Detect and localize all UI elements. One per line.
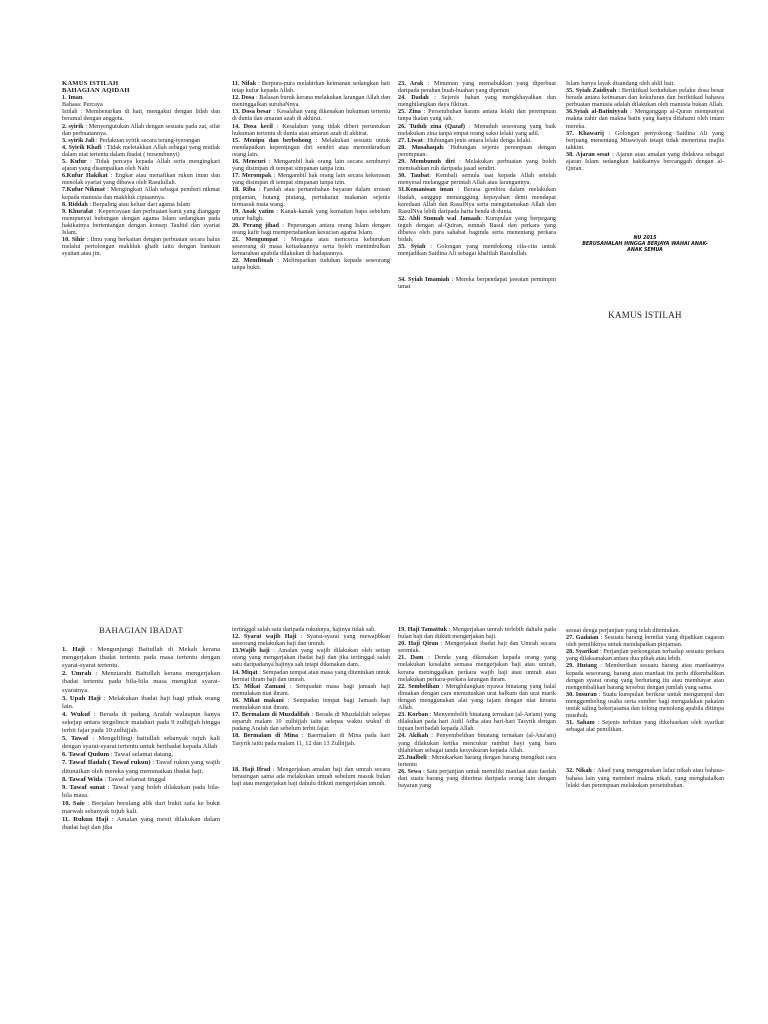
entry-term: 10. Saie — [62, 799, 85, 807]
entry-definition: : Hubungan jenis antara lelaki denga lelaki. — [422, 136, 532, 144]
glossary-entry — [232, 766, 390, 787]
entry-term: 6.Kufur Hakikat — [62, 172, 108, 180]
section-title-aqidah: BAHAGIAN AQIDAH — [62, 87, 130, 95]
entry-term: 4. Wukuf — [62, 710, 91, 718]
entry-definition: : Melakukan perbuatan yang boleh memisahkan ruh daripada jasad sendiri. — [398, 158, 556, 173]
glossary-entry — [566, 634, 724, 648]
entry-term: 14. Dosa kecil — [232, 122, 273, 130]
glossary-entry — [232, 697, 390, 711]
ibadat-column-2 — [232, 626, 390, 787]
continued-text: tertinggal salah satu daripada rukunnya, hajinya tidak sah. — [232, 626, 376, 633]
entry-term: 12. Dosa — [232, 94, 255, 102]
entry-definition: : Tidak meletakkan Allah sebagai yang mutlak dalam niat tertentu dalam ibadat ( tersembunyi) — [62, 143, 220, 158]
entry-definition: : Berpaling atau keluar dari agama Islam — [87, 200, 191, 208]
entry-term: 14. Miqat — [232, 668, 258, 676]
glossary-entry — [398, 108, 556, 122]
entry-definition: : Balasan buruk kerana melakukan larangan Allah dan meninggalkan suruhaNnya. — [232, 94, 390, 109]
glossary-list — [398, 80, 556, 257]
glossary-entry — [62, 144, 220, 158]
glossary-entry — [566, 151, 724, 172]
glossary-entry — [62, 201, 220, 208]
entry-definition: : Amalan yang mesti dilakukan dalam ibadat haji dan jika — [62, 816, 220, 832]
glossary-list — [232, 633, 390, 747]
entry-definition: : Kumpulan yang berpegang teguh dengan al-Quiran, sunnah Rasul dan perkara yang dibawa oleh para sahabat baginda serta menentang perkara bidah. — [398, 214, 557, 244]
glossary-entry — [232, 257, 390, 271]
glossary-entry — [62, 236, 220, 257]
entry-term: 28. Syarikat — [566, 648, 599, 656]
entry-term: 21. Mengumpat — [232, 236, 278, 244]
glossary-entry — [398, 768, 556, 789]
entry-definition: : Kesalahan yang dikenakan hukuman tertentu di dunia dan amaran azab di akhirat. — [232, 108, 391, 123]
section-title-ibadat: BAHAGIAN IBADAT — [99, 625, 183, 635]
entry-definition: : Melimparkan tuduhan kepada seseorang tanpa bukti. — [232, 257, 390, 272]
entry-term: 9. Khurafat — [62, 207, 94, 215]
entry-definition: : Baermalam di Mina pada hari Tasyrik iaitu pada malam 11, 12 dan 13 Zulhijjah. — [232, 732, 390, 747]
entry-definition: : Kanak-kanak yang kematian bapa sebelum umur baligh. — [232, 207, 390, 222]
entry-term: 29. Membunuh diri — [398, 158, 455, 166]
entry-term: 15. Menipu dan berbohong — [232, 136, 312, 144]
entry-definition: : Sempadan masa bagi jamaah haji memulakan niat ihram. — [232, 682, 390, 697]
entry-term: 16. Mencuri — [232, 158, 266, 166]
glossary-entry — [398, 640, 556, 654]
entry-definition: : Kembali semula taat kepada Allah setelah menyesal melanggar perintah Allah atau larangannya. — [398, 172, 556, 187]
entry-definition: : Mengingkari Allah sebagai pemberi nikmat kepada manusia dan makhluk ciptaannya. — [62, 186, 220, 201]
continued-text: Islam hanya layak disandang oleh ahlil bait. — [566, 80, 675, 87]
entry-term: 6. Tawaf Qudum — [62, 751, 110, 759]
entry-term: 20. Perang jihad — [232, 221, 279, 229]
entry-term: 24. Dadah — [398, 94, 429, 102]
entry-term: 1. Iman — [62, 94, 83, 102]
entry-definition: : Golongan yang mendokong cita-cita untuk menjadikan Saidina Ali sebagai khalifah Rasulullah. — [398, 243, 556, 258]
glossary-entry — [566, 648, 724, 662]
glossary-entry — [232, 158, 390, 172]
entry-definition: : Ilmu yang berkaitan dengan perbuatan secara halus melalui pertolongan makhluk ghaib iaitu dengan bantuan syaitan atau jin. — [62, 236, 220, 258]
entry-definition: : Golongan penyokong Saidina Ali yang berjuang menentang Muawiyah tetapi tidak menerima majlis tahkim. — [566, 129, 725, 151]
entry-definition: : Sejenis terbitan yang dikeluarkan oleh syarikat sebagai alat pemilikan. — [566, 719, 724, 734]
glossary-entry — [232, 633, 390, 647]
entry-definition: : Perlakuan syirik secara terang-tyerangan — [94, 136, 201, 144]
glossary-entry — [398, 158, 556, 172]
entry-term: 2. Umrah — [62, 670, 92, 678]
handwritten-stamp — [566, 236, 724, 254]
entry-definition: : Sempadan tempat atau masa yang ditentukan untuk berniat ihram haji dan umrah. — [232, 668, 391, 683]
entry-term: 16. Mikat makani — [232, 696, 284, 704]
entry-definition: : Minuman yang memabukkan yang diperbuat daripada perahan buah-buahan yang diperam — [398, 80, 556, 95]
entry-term: 7.Kufur Nikmat — [62, 186, 105, 194]
glossary-entry — [62, 800, 220, 816]
entry-term: 21. Dam — [398, 654, 424, 662]
entry-definition: : Ajaran atau amalan yang didakwa sebagai ajaran Islam sedangkan hakikatnya bercanggah dengan al-Quran . — [566, 150, 724, 173]
glossary-entry — [62, 670, 220, 694]
glossary-entry — [62, 695, 220, 711]
entry-definition: : Menghilangkan nyawa binatang yang halal dimakan dengan cara memutuskan urat halkum dan urat marik dengan menggunakan alat yang tajam dengan niat kerana Allah. — [398, 682, 557, 712]
entry-term: 1. Haji — [62, 646, 85, 654]
entry-term: 32. Ahli Sunnah wal Jamaah — [398, 214, 481, 222]
ibadat-column-4 — [566, 627, 724, 789]
aqidah-column-2 — [232, 80, 390, 272]
entry-term: 12. Syarat wajib Haji — [232, 633, 297, 641]
entry-definition: : Tidak percaya kepada Allah serta mengingkari ajaran yang disampaikan oleh Nabi — [62, 158, 220, 173]
glossary-entry — [62, 751, 220, 759]
entry-definition: : Mengerjakan amalan haji dan umrah secara berasingan sama ada melakukan umrah sebelum masuk bulan haji atau mengerjakan haji dahulu diikuti mengerjakan umrah. — [232, 765, 390, 787]
aqidah-column-4 — [566, 80, 724, 319]
entry-term: 25. Zina — [398, 108, 421, 116]
entry-definition: : Faedah atau pertambahan bayaran dalam urusan pinjaman, hutang piutang, pertukaran makanan sejenis termasuk mata wang. — [232, 186, 390, 208]
entry-term: 2. syirik — [62, 122, 84, 130]
entry-term: 4. Syirik Khafi — [62, 143, 102, 151]
glossary-list — [398, 626, 556, 789]
entry-term: 8. Tawaf Wida — [62, 775, 103, 783]
glossary-entry — [398, 144, 556, 158]
entry-term: 3. syirik Jali — [62, 136, 95, 144]
entry-definition: : Denda yang dikenakan kepada orang yang melakukan kesalahn semasa mengerjakan haji atau umrah, kerana meninggalkan perkara wajib haji atau umrah atau melakukan perkara-perkara larangan ihram. — [398, 654, 556, 683]
glossary-entry — [62, 711, 220, 735]
entry-term: 32. Nikah — [566, 767, 592, 775]
entry-definition: : Berasa gembira dalam melakukan ibadah, sanggup menanggung kepayahan demi mendapat keredaan Allah dan RasulNya serta mengutamakan Allah dan RasulNya lebih daripada harta benda di dunia. — [398, 186, 557, 215]
glossary-list — [232, 80, 390, 272]
entry-term: 30. Insuran — [566, 690, 597, 698]
entry-term: 37. Khawarij — [566, 129, 604, 137]
entry-definition: : Mengerjakan ibadat haji dan Umrah secara serentak. — [398, 640, 557, 655]
glossary-entry — [398, 137, 556, 144]
glossary-list — [62, 646, 220, 832]
glossary-entry — [566, 767, 724, 788]
glossary-entry — [566, 108, 724, 129]
entry-term: 20. Haji Qiran — [398, 640, 439, 648]
ibadat-glossary-panel — [0, 512, 768, 1024]
glossary-entry — [232, 137, 390, 158]
entry-definition: : Sesuatu barang bernilai yang dijadikan cagaran oleh pemiliknya untuk mendapatkan pinjaman. — [566, 634, 724, 649]
entry-term: 7. Tawaf Ifadah ( Tawaf rukun) — [62, 759, 151, 767]
entry-term: 22. Memfitnah — [232, 257, 274, 265]
entry-term: 11. Rukun Haji — [62, 816, 109, 824]
entry-definition: : Mengambil hak orang lain secara sembunyi yang disimpan di tempat simpanan tanpa izin. — [232, 158, 390, 173]
glossary-entry — [62, 776, 220, 784]
entry-term: 19. Anak yatim — [232, 207, 274, 215]
entry-definition: : Berada di Muzdalifah selepas separuh malam 10 zulhijjah iaitu selepas waktu wukuf di padang Arafah dan sebelum terbit fajar. — [232, 711, 390, 733]
ibadat-column-3 — [398, 626, 556, 789]
glossary-entry — [62, 186, 220, 200]
glossary-entry — [62, 158, 220, 172]
continued-text: sesuai denga perjanjian yang telah ditentukan. — [566, 627, 681, 634]
entry-term: 38. Ajaran sesat — [566, 150, 610, 158]
entry-definition: : Syarat-syarat yang mewajibkan seseorang melakukan haji dan umrah. — [232, 633, 390, 648]
entry-definition: : Menuduh seseorang yang baik melakukan zina tanpa empat orang saksi lelaki yang adil. — [398, 122, 557, 137]
entry-term: 17. Bermalam di Muzdalifah — [232, 711, 310, 719]
glossary-entry — [566, 87, 724, 108]
glossary-entry — [232, 186, 390, 207]
entry-term: 28. Musahaqah — [398, 143, 443, 151]
entry-definition: : Menziarahi Baitullah kerana mengerjakan ibadat tertentu pada bila-bila masa mengikut syarat-syaratnya. — [62, 670, 221, 694]
glossary-entry — [62, 735, 220, 751]
entry-definition: : Penyembelihan binatang ternakan (al-Ana'am) yang dilakukan ketika mencukur rambut bayi yang baru dilahirkan sebagai tanda kesyukuran kepada Allah. — [398, 732, 556, 754]
entry-term: 9. Tawaf sunat — [62, 783, 105, 791]
glossary-entry — [62, 816, 220, 832]
glossary-entry — [232, 108, 390, 122]
glossary-entry — [398, 626, 556, 640]
entry-definition: : Sempadan tempat bagi Jamaah haji memulakan niat ihram. — [232, 696, 390, 712]
entry-term: 26. Tuduh zina (Qazaf) — [398, 122, 465, 130]
entry-definition: : Menukarkan barang dengan barang mengikut cara tertentu — [398, 753, 556, 768]
aqidah-column-3 — [398, 80, 556, 291]
entry-term: 13.Wajib haji — [232, 647, 270, 655]
entry-definition: : Hubungan sejenis perempuan dengan perempuan. — [398, 143, 556, 158]
entry-definition: : Mengambil hak orang lain secara kekerasan yang disimpan di tempat simpanan tanpa izin. — [232, 172, 391, 187]
glossary-entry — [232, 236, 390, 257]
entry-term: 15. Mikat Zamani — [232, 682, 286, 690]
glossary-entry — [398, 276, 556, 290]
entry-definition: : Satu perjanjian untuk memiliki manfaat atau faedah dari suatu barang yang diterima daripada orang lain dengan bayaran yang — [398, 767, 556, 790]
entry-term: 17. Merompak — [232, 172, 272, 180]
glossary-entry — [398, 80, 556, 94]
entry-term: 19. Haji Tamattuk — [398, 626, 448, 633]
entry-definition: . Bahasa: Percaya Istilah : Membenarkan di hati, mengakui dengan lidah dan beramal dengan anggota. — [62, 94, 220, 123]
glossary-entry — [232, 711, 390, 732]
glossary-entry — [62, 123, 220, 137]
glossary-entry — [398, 683, 556, 711]
entry-term: 5. Tawaf — [62, 735, 89, 743]
entry-term: 18. Bermalam di Mina — [232, 732, 299, 740]
entry-term: 13. Dosa besar — [232, 108, 272, 116]
entry-definition: : Melakukan ibadat haji bagi pihak orang lain. — [62, 694, 221, 710]
ibadat-column-1 — [62, 627, 220, 832]
entry-definition: : Kesalahan yang tidak diberi peruntukan hukuman tertentu di dunia atau amaran azab di akhirat. — [232, 122, 391, 137]
glossary-entry — [398, 186, 556, 214]
entry-definition: : Melakukan sesuatu untuk mendapatkan kepentingan diri sendiri atau memudaratkan orang lain. — [232, 136, 390, 158]
glossary-entry — [232, 208, 390, 222]
entry-definition: : Peperangan antara orang Islam dengan orang kafir bagi mempertahankan kesucian agama Islam. — [232, 221, 390, 236]
entry-definition: : Kepercayaan dan perbuatan karut yang dianggap mempunyai hubungan dengan agama Islam sedangkan pada hakikatnya bertentangan dengan konsep Tauhid dan syariat Islam. — [62, 207, 220, 236]
glossary-entry — [62, 172, 220, 186]
glossary-entry — [62, 208, 220, 236]
stamp-line: ANAK SEMUA — [627, 248, 663, 254]
entry-definition: : Berada di padang Arafah walaupun hanya sekejap antara tergelincir matahari pada 9 zulhijjah hingga terbit fajar pada 10 zulhijjah. — [62, 710, 220, 735]
entry-term: 36.Syiah al-Batiniyyah — [566, 108, 628, 116]
entry-term: 5. Kufur — [62, 158, 87, 166]
entry-definition: : Perjanjian perkongsian terhadap sesuatu perkara yang dilaksanakan antara dua pihak atau lebih. — [566, 648, 724, 663]
entry-term: 26. Sewa — [398, 767, 422, 775]
glossary-entry — [398, 215, 556, 243]
entry-term: 24. Akikah — [398, 732, 429, 740]
entry-term: 25.Jualbeli — [398, 753, 427, 761]
entry-definition: : Mengerjakan umrah terlebih dahulu pada bulan haji dan diikuti mengerjakan haji. — [398, 626, 556, 641]
entry-definition: : Memberikan sesuatu barang atau manfaatnya kepada seseorang, barang atau manfaat itu perlu dikembalikan dengan syarat orang yang berhutang itu atau membayar atau mengembalikan barang tersebut dengan jumlah yang sama. — [566, 662, 724, 691]
glossary-entry — [232, 80, 390, 94]
entry-definition: : Engkar atau menafikan rukun iman dan menolak syariat yang dibawa oleh Rasulullah. — [62, 172, 220, 187]
entry-definition: : Persetubuhan haram antara lelaki dan perempuan tanpa ikatan yang sah. — [398, 108, 557, 123]
footer-title: KAMUS ISTILAH — [608, 310, 682, 321]
stamp-line: BERUSAHALAH HINGGA BERJAYA WAHAI ANAK- — [582, 242, 708, 248]
entry-term: 31.Kemanisan iman — [398, 186, 454, 194]
glossary-entry — [232, 732, 390, 746]
entry-term: 18. Riba — [232, 186, 256, 194]
entry-term: 34. Syiah Imamiah — [398, 276, 450, 284]
entry-term: 10. Sihir — [62, 236, 85, 244]
glossary-entry — [232, 647, 390, 668]
glossary-list — [566, 87, 724, 172]
glossary-entry — [62, 646, 220, 670]
glossary-entry — [62, 759, 220, 775]
glossary-entry — [232, 123, 390, 137]
entry-definition: : Menyengutukan Allah dengan sesuatu pada zat, sifat dan perbuatannya. — [62, 122, 220, 137]
glossary-entry — [232, 683, 390, 697]
entry-definition: : Suatu kumpulan berikrar untuk mengumpul dan menggembeling usaha serta sumber bagi mengadakan pakatan untuk saling bekerjasama dan tolong menolong apabila ditimpa musibah. — [566, 690, 725, 720]
entry-definition: : Mengelilingi baitullah sebanyak tujuh kali dengan syarat-syarat tertentu untuk beribadat kepada Allah — [62, 735, 220, 751]
glossary-entry — [566, 130, 724, 151]
entry-definition: : Mengata atau mencerca keburukan seseorang di masa ketiadaannya serta boleh menimbulkan kemarahan apabila dilakukan di hadapannya. — [232, 236, 390, 258]
glossary-entry — [232, 222, 390, 236]
entry-definition: : Beriktikad kedudukan pelaku dosa besar berada antara keimanan dan kekufuran dan beriktikad bahawa perbuatan manusia adalah dilakukan oleh manusia bukan Allah. — [566, 87, 724, 109]
glossary-entry — [566, 691, 724, 719]
entry-definition: : Menganggap al-Quran mempunyai makna zahir dan makna batin yang hanya difahami oleh imam mereka. — [566, 108, 724, 130]
entry-term: 23. Korban — [398, 711, 429, 719]
entry-term: 30. Taubat — [398, 172, 430, 180]
glossary-entry — [398, 754, 556, 768]
entry-term: 11. Nifak — [232, 80, 257, 87]
entry-definition: : Tawaf rukun yang wajib ditunaikan oleh mereka yang menunaikan ibadat haji. — [62, 759, 220, 775]
entry-term: 23. Arak — [398, 80, 424, 87]
glossary-entry — [398, 243, 556, 257]
entry-term: 27. Liwat — [398, 136, 423, 144]
glossary-entry — [566, 662, 724, 690]
glossary-title: KAMUS ISTILAH — [62, 80, 119, 87]
glossary-list — [566, 634, 724, 733]
glossary-entry — [62, 784, 220, 800]
entry-definition: : Tawaf selamat datang. — [109, 751, 174, 759]
entry-term: 27. Gadaian — [566, 634, 599, 642]
glossary-entry — [232, 172, 390, 186]
entry-definition: : Mengunjungi Baitullah di Mekah kerana mengerjakan ibadat tertentu pada masa tertentu dengan syarat-syarat tertentu. — [62, 646, 220, 670]
glossary-entry — [398, 654, 556, 682]
aqidah-column-1 — [62, 80, 220, 257]
glossary-entry — [62, 137, 220, 144]
glossary-entry — [232, 669, 390, 683]
entry-term: 31. Saham — [566, 719, 595, 727]
glossary-entry — [566, 719, 724, 733]
entry-definition: : Berjalan berulang alik dari bukit safa ke bukit marwah sebanyak tujuh kali. — [62, 799, 220, 815]
entry-term: 3. Upah Haji — [62, 694, 101, 702]
entry-definition: : Tawaf selamat tinggal — [102, 775, 166, 783]
entry-definition: : Sejenis bahan yang mengkhayalkan dan menghilangkan daya fikiran. — [398, 94, 556, 109]
stamp-line: NU 2015 — [633, 236, 657, 242]
entry-definition: : Mereka berpendapat jawatan pemimpin umat — [398, 276, 556, 291]
entry-term: 8. Riddah — [62, 200, 88, 208]
glossary-entry — [398, 94, 556, 108]
entry-term: 18. Haji Ifrad — [232, 765, 271, 773]
glossary-entry — [62, 94, 220, 122]
glossary-entry — [398, 123, 556, 137]
entry-term: 29. Hutang — [566, 662, 597, 670]
entry-definition: : Tawaf yang boleh dilakukan pada bila-bila masa. — [62, 783, 221, 799]
glossary-entry — [232, 94, 390, 108]
entry-term: 22. Sembelihan — [398, 682, 440, 690]
entry-term: 35. Syiah Zaidiyah — [566, 87, 617, 95]
glossary-entry — [398, 732, 556, 753]
entry-definition: : Berpura-pura melahirkan keimanan sedangkan hati tetap kufur kepada Allah. — [232, 80, 390, 95]
glossary-entry — [398, 711, 556, 732]
glossary-list — [62, 94, 220, 257]
entry-definition: : Amalan yang wajib dilakukan oleh setiap orang yang mengerjakan ibadat haji dan jika tertinggal salah satu daripadanya hajinya sah tetapi dikenakan dam.. — [232, 647, 390, 669]
glossary-entry — [398, 172, 556, 186]
entry-definition: : Akad yang menggunakan lafaz nikah atau bahasa-bahasa lain yang memberi makna nikah, yang menghalalkan lelaki dan perempuan melakukan persetubuhan. — [566, 767, 724, 789]
entry-term: 33. Syiah — [398, 243, 426, 251]
entry-definition: : Menyembelih binatang ternakan (al-An'am) yang dilakukan pada hari Aidil Adha atau hari-hari Tasyrik dengan tujuan beribadah kepada Allah. — [398, 711, 556, 733]
